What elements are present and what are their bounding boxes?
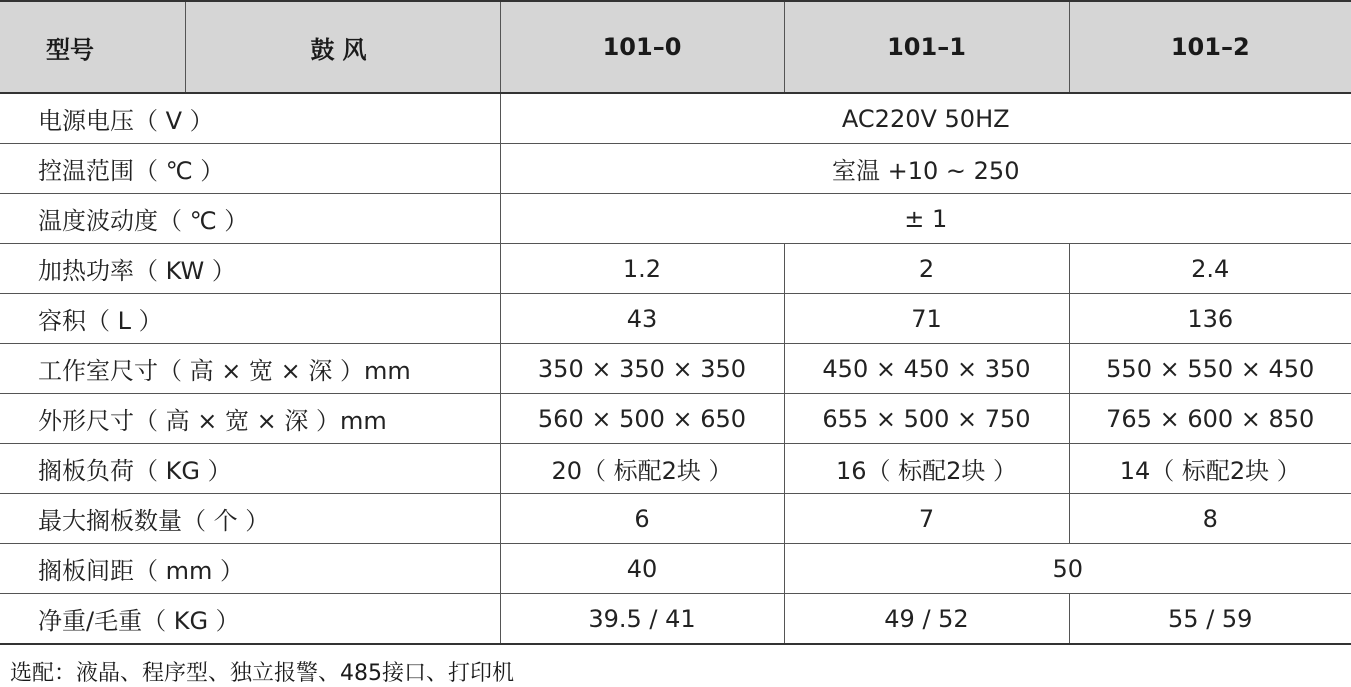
row-label-voltage: 电源电压（ V ） bbox=[0, 93, 500, 144]
table-row bbox=[0, 544, 1351, 594]
table-cell: 20（ 标配2块 ） bbox=[500, 444, 784, 494]
table-cell: 39.5 / 41 bbox=[500, 594, 784, 645]
header-fan-label: 鼓风 bbox=[185, 1, 500, 93]
options-footnote: 选配：液晶、程序型、独立报警、485接口、打印机 bbox=[10, 661, 514, 686]
table-cell: 6 bbox=[500, 494, 784, 544]
header-model-101-2: 101–2 bbox=[1069, 1, 1351, 93]
table-cell: 71 bbox=[784, 294, 1069, 344]
table-row bbox=[0, 344, 1351, 394]
table-cell: 55 / 59 bbox=[1069, 594, 1351, 645]
table-cell: 49 / 52 bbox=[784, 594, 1069, 645]
table-cell: 14（ 标配2块 ） bbox=[1069, 444, 1351, 494]
table-cell: 350 × 350 × 350 bbox=[500, 344, 784, 394]
row-label-volume: 容积（ L ） bbox=[0, 294, 500, 344]
value-temp-range: 室温 +10 ~ 250 bbox=[500, 144, 1351, 194]
row-label-heating-power: 加热功率（ KW ） bbox=[0, 244, 500, 294]
table-row bbox=[0, 244, 1351, 294]
table-cell: 43 bbox=[500, 294, 784, 344]
table-cell: 450 × 450 × 350 bbox=[784, 344, 1069, 394]
table-cell: 8 bbox=[1069, 494, 1351, 544]
row-label-weight: 净重/毛重（ KG ） bbox=[0, 594, 500, 645]
table-cell: 40 bbox=[500, 544, 784, 594]
header-row bbox=[0, 1, 1351, 93]
table-cell: 765 × 600 × 850 bbox=[1069, 394, 1351, 444]
row-label-shelf-spacing: 搁板间距（ mm ） bbox=[0, 544, 500, 594]
table-cell: 136 bbox=[1069, 294, 1351, 344]
table-row bbox=[0, 444, 1351, 494]
row-label-shelf-load: 搁板负荷（ KG ） bbox=[0, 444, 500, 494]
header-model-101-1: 101–1 bbox=[784, 1, 1069, 93]
value-temp-fluctuation: ± 1 bbox=[500, 194, 1351, 244]
table-row bbox=[0, 494, 1351, 544]
table-row bbox=[0, 294, 1351, 344]
table-cell: 2.4 bbox=[1069, 244, 1351, 294]
row-label-chamber-size: 工作室尺寸（ 高 × 宽 × 深 ）mm bbox=[0, 344, 500, 394]
table-cell: 560 × 500 × 650 bbox=[500, 394, 784, 444]
table-row bbox=[0, 194, 1351, 244]
table-cell: 16（ 标配2块 ） bbox=[784, 444, 1069, 494]
row-label-temp-fluctuation: 温度波动度（ ℃ ） bbox=[0, 194, 500, 244]
value-voltage: AC220V 50HZ bbox=[500, 93, 1351, 144]
table-cell: 550 × 550 × 450 bbox=[1069, 344, 1351, 394]
table-row bbox=[0, 144, 1351, 194]
header-model-label: 型号 bbox=[0, 1, 185, 93]
table-row bbox=[0, 93, 1351, 144]
table-cell: 1.2 bbox=[500, 244, 784, 294]
table-cell-merged: 50 bbox=[784, 544, 1351, 594]
header-model-101-0: 101–0 bbox=[500, 1, 784, 93]
row-label-outer-size: 外形尺寸（ 高 × 宽 × 深 ）mm bbox=[0, 394, 500, 444]
row-label-temp-range: 控温范围（ ℃ ） bbox=[0, 144, 500, 194]
table-cell: 655 × 500 × 750 bbox=[784, 394, 1069, 444]
table-row bbox=[0, 394, 1351, 444]
row-label-max-shelves: 最大搁板数量（ 个 ） bbox=[0, 494, 500, 544]
table-cell: 2 bbox=[784, 244, 1069, 294]
table-cell: 7 bbox=[784, 494, 1069, 544]
table-row bbox=[0, 594, 1351, 645]
